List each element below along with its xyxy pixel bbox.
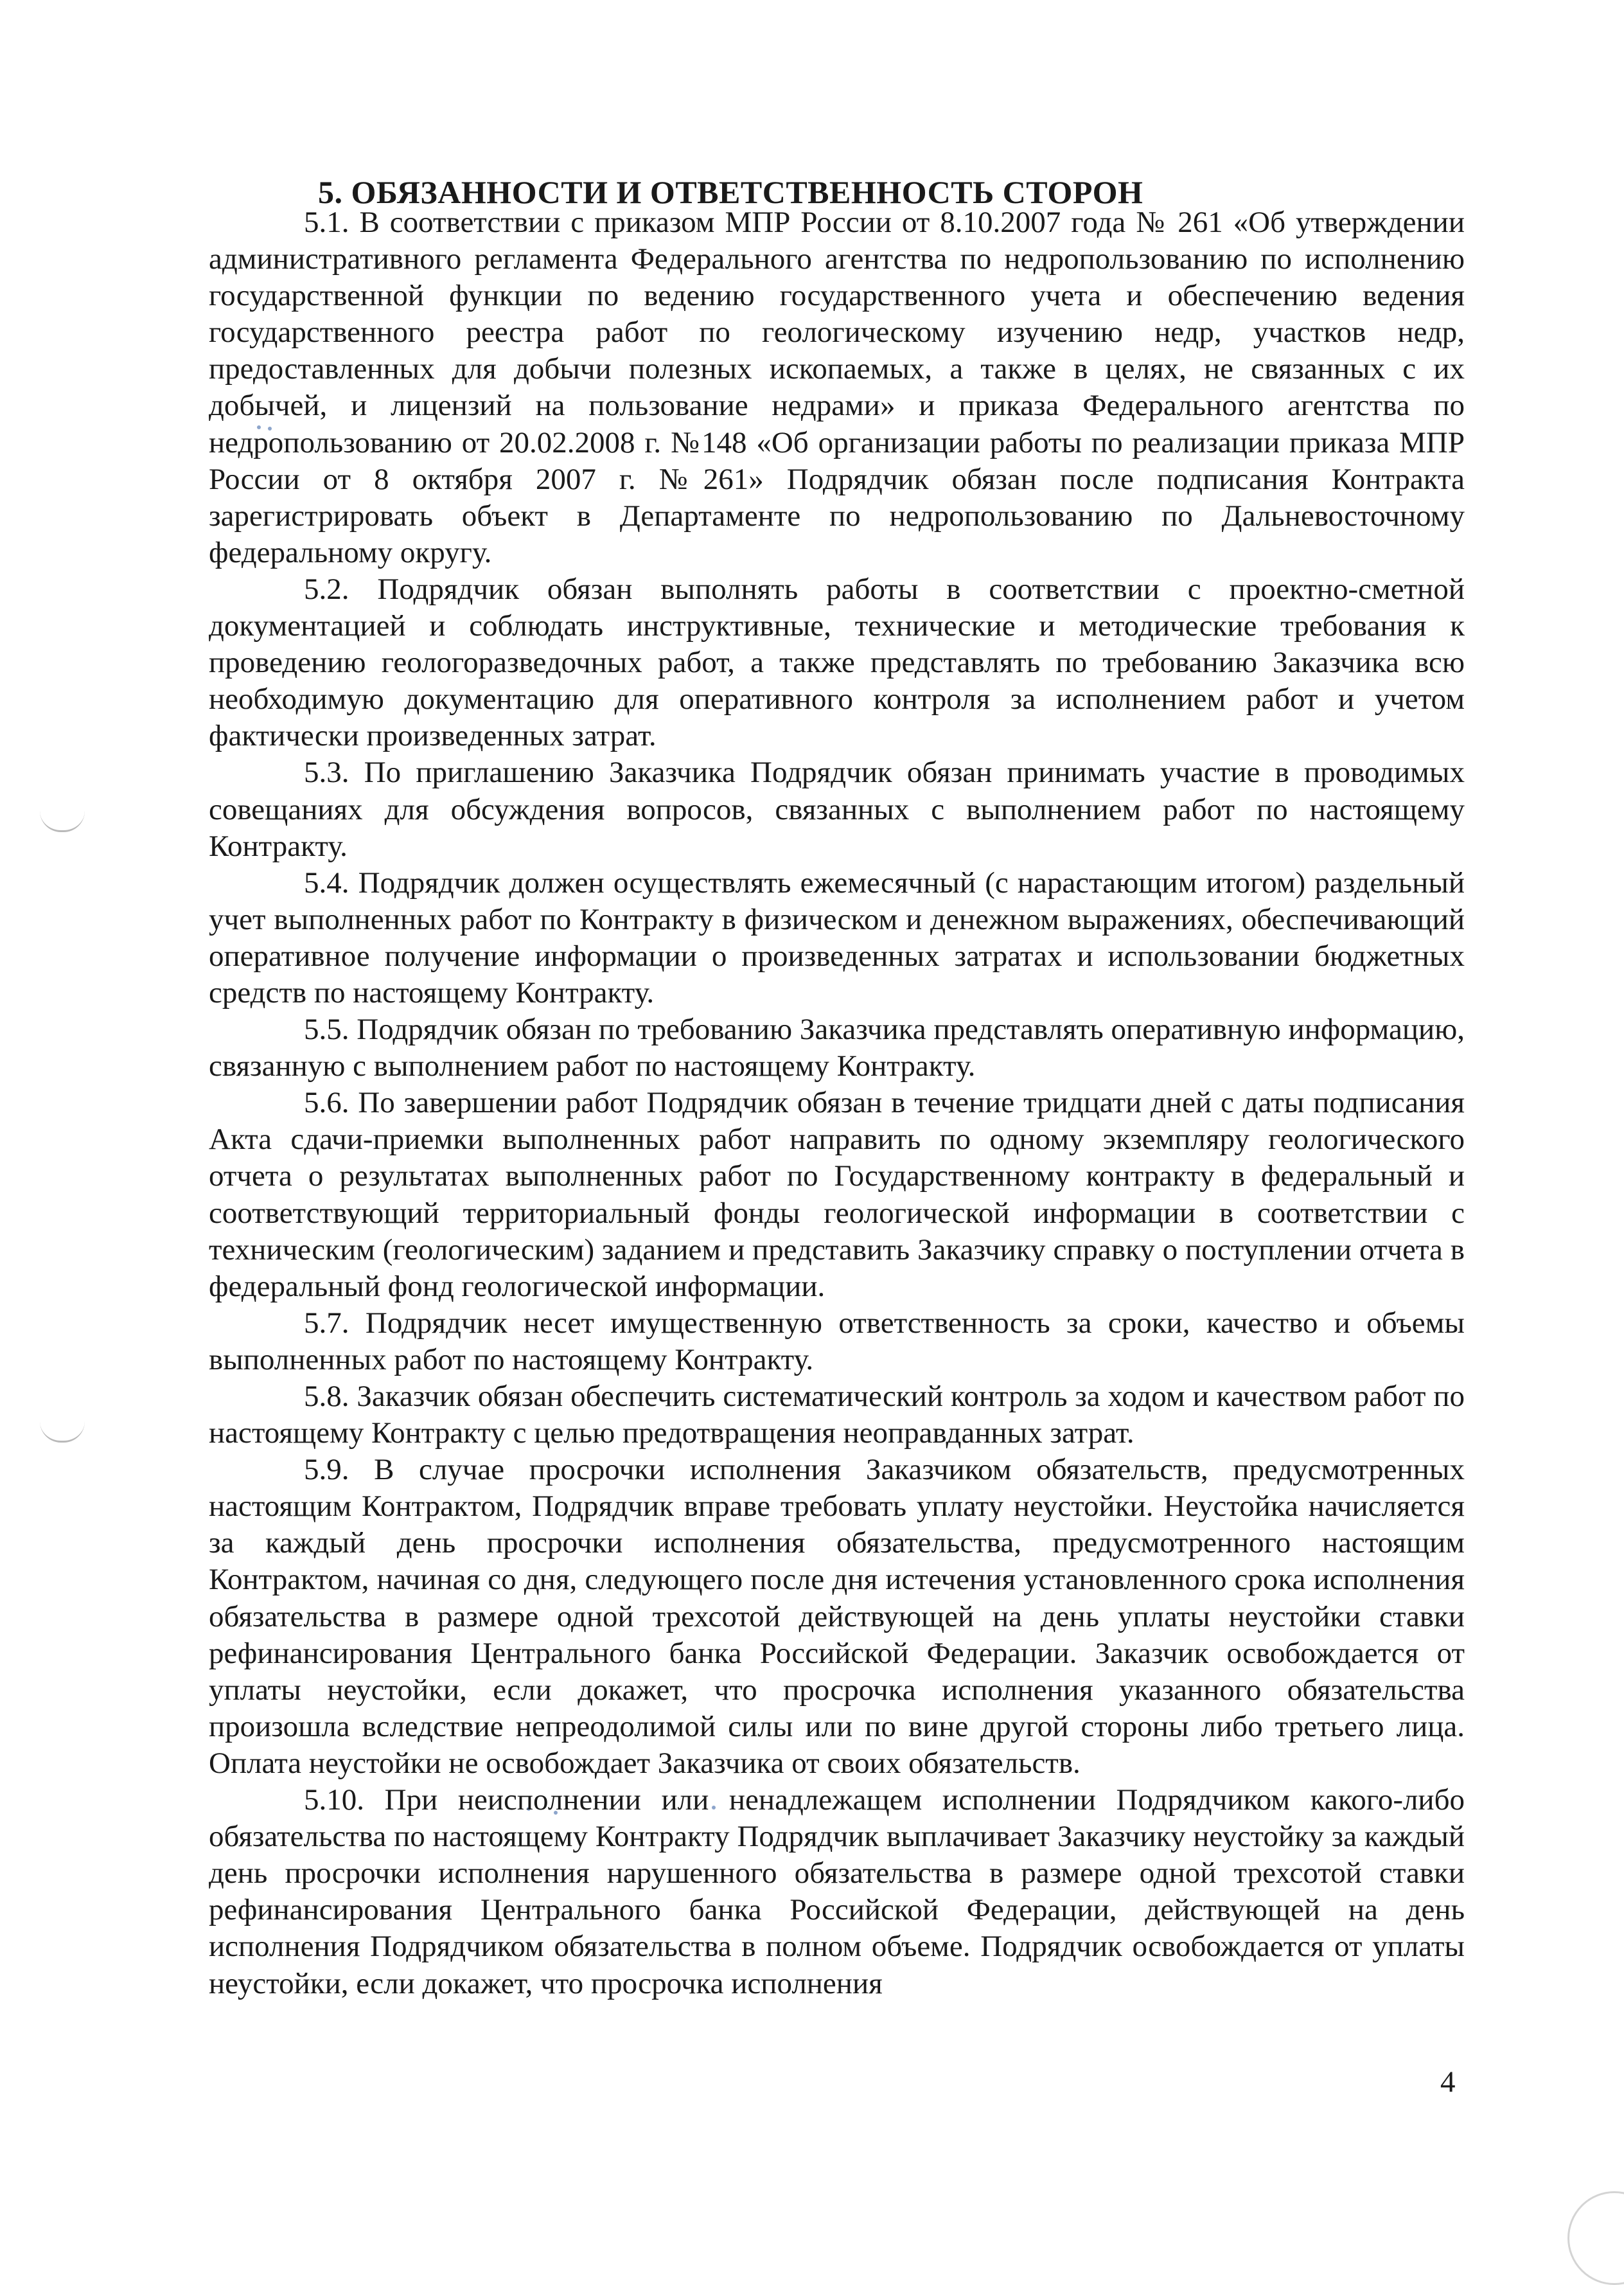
clause-5-5: 5.5. Подрядчик обязан по требованию Заказчика представлять оперативную информацию, связанную с выполнением работ по настоящему Контракту. — [209, 1013, 1465, 1083]
punch-hole-mark — [40, 1421, 85, 1443]
clause-5-10: 5.10. При неисполнении или ненадлежащем исполнении Подрядчиком какого-либо обязательства по настоящему Контракту Подрядчик выплачивает Заказчику неустойку за каждый день просрочки исполнения нарушенного обязательства в размере одной трехсотой ставки рефинансирования Центрального банка Российской Федерации, действующей на день исполнения Подрядчиком обязательства в полном объеме. Подрядчик освобождается от уплаты неустойки, если докажет, что просрочка исполнения — [209, 1783, 1465, 2000]
punch-hole-mark — [40, 811, 85, 832]
page-corner-curl — [1567, 2191, 1624, 2285]
clause-5-3: 5.3. По приглашению Заказчика Подрядчик обязан принимать участие в проводимых совещаниях для обсуждения вопросов, связанных с выполнением работ по настоящему Контракту. — [209, 756, 1465, 863]
clause-5-8: 5.8. Заказчик обязан обеспечить систематический контроль за ходом и качеством работ по настоящему Контракту с целью предотвращения неоправданных затрат. — [209, 1380, 1465, 1450]
section-body — [209, 204, 1465, 2002]
clause-5-1: 5.1. В соответствии с приказом МПР России от 8.10.2007 года № 261 «Об утверждении административного регламента Федерального агентства по недропользованию по исполнению государственной функции по ведению государственного учета и обеспечению ведения государственного реестра работ по геологическому изучению недр, участков недр, предоставленных для добычи полезных ископаемых, а также в целях, не связанных с их добычей, и лицензий на пользование недрами» и приказа Федерального агентства по недропользованию от 20.02.2008 г. №148 «Об организации работы по реализации приказа МПР России от 8 октября 2007 г. №261» Подрядчик обязан после подписания Контракта зарегистрировать объект в Департаменте по недропользованию по Дальневосточному федеральному округу. — [209, 206, 1465, 569]
page-number: 4 — [1440, 2065, 1456, 2099]
section-heading: 5. ОБЯЗАННОСТИ И ОТВЕТСТВЕННОСТЬ СТОРОН — [318, 173, 1143, 210]
clause-5-6: 5.6. По завершении работ Подрядчик обязан в течение тридцати дней с даты подписания Акта сдачи-приемки выполненных работ направить по одному экземпляру геологического отчета о результатах выполненных работ по Государственному контракту в федеральный и соответствующий территориальный фонды геологической информации в соответствии с техническим (геологическим) заданием и представить Заказчику справку о поступлении отчета в федеральный фонд геологической информации. — [209, 1086, 1465, 1303]
clause-5-4: 5.4. Подрядчик должен осуществлять ежемесячный (с нарастающим итогом) раздельный учет выполненных работ по Контракту в физическом и денежном выражениях, обеспечивающий оперативное получение информации о произведенных затратах и использовании бюджетных средств по настоящему Контракту. — [209, 866, 1465, 1009]
clause-5-9: 5.9. В случае просрочки исполнения Заказчиком обязательств, предусмотренных настоящим Контрактом, Подрядчик вправе требовать уплату неустойки. Неустойка начисляется за каждый день просрочки исполнения обязательства, предусмотренного настоящим Контрактом, начиная со дня, следующего после дня истечения установленного срока исполнения обязательства в размере одной трехсотой действующей на день уплаты неустойки ставки рефинансирования Центрального банка Российской Федерации. Заказчик освобождается от уплаты неустойки, если докажет, что просрочка исполнения указанного обязательства произошла вследствие непреодолимой силы или по вине другой стороны либо третьего лица. Оплата неустойки не освобождает Заказчика от своих обязательств. — [209, 1453, 1465, 1780]
clause-5-7: 5.7. Подрядчик несет имущественную ответственность за сроки, качество и объемы выполненных работ по настоящему Контракту. — [209, 1306, 1465, 1376]
clause-5-2: 5.2. Подрядчик обязан выполнять работы в соответствии с проектно-сметной документацией и соблюдать инструктивные, технические и методические требования к проведению геологоразведочных работ, а также представлять по требованию Заказчика всю необходимую документацию для оперативного контроля за исполнением работ и учетом фактически произведенных затрат. — [209, 572, 1465, 753]
